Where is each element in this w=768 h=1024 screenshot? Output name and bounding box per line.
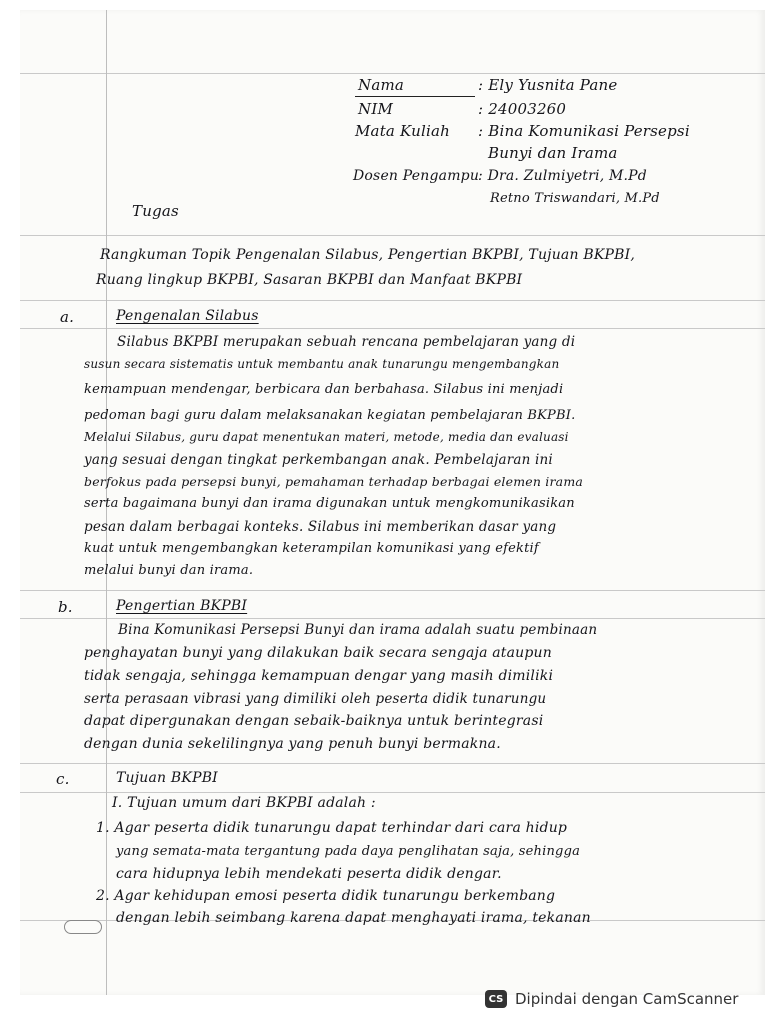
ruled-line <box>20 763 765 764</box>
camscanner-text: Dipindai dengan CamScanner <box>515 990 739 1008</box>
ruled-line <box>20 73 765 74</box>
section-c-line: dengan lebih seimbang karena dapat menghayati irama, tekanan <box>116 910 591 926</box>
section-a-line: serta bagaimana bunyi dan irama digunakan untuk mengkomunikasikan <box>84 496 575 511</box>
dosen-label: Dosen Pengampu <box>353 168 480 184</box>
section-b-title: Pengertian BKPBI <box>116 598 248 614</box>
tugas-label: Tugas <box>132 202 179 220</box>
section-a-line: Melalui Silabus, guru dapat menentukan materi, metode, media dan evaluasi <box>84 430 569 444</box>
section-c-subtitle: I. Tujuan umum dari BKPBI adalah : <box>112 795 376 811</box>
section-a-line: susun secara sistematis untuk membantu anak tunarungu mengembangkan <box>84 357 560 371</box>
camscanner-logo-icon: CS <box>485 990 507 1008</box>
section-a-line: melalui bunyi dan irama. <box>84 563 254 578</box>
section-c-line: 1. Agar peserta didik tunarungu dapat terhindar dari cara hidup <box>96 820 568 836</box>
camscanner-badge <box>485 985 745 1013</box>
section-a-line: pesan dalam berbagai konteks. Silabus ini memberikan dasar yang <box>84 519 557 535</box>
nama-label: Nama <box>358 76 405 94</box>
section-a-title: Pengenalan Silabus <box>116 308 259 324</box>
section-c-line: cara hidupnya lebih mendekati peserta didik dengar. <box>116 866 502 882</box>
section-b-line: serta perasaan vibrasi yang dimiliki oleh peserta didik tunarungu <box>84 691 547 707</box>
section-a-line: Silabus BKPBI merupakan sebuah rencana pembelajaran yang di <box>117 334 576 350</box>
ruled-line <box>20 235 765 236</box>
section-c-title: Tujuan BKPBI <box>116 770 218 786</box>
section-b-line: tidak sengaja, sehingga kemampuan dengar yang masih dimiliki <box>84 668 554 684</box>
nim-label: NIM <box>358 100 394 118</box>
section-a-line: kuat untuk mengembangkan keterampilan komunikasi yang efektif <box>84 541 539 556</box>
dosen-value-1: : Dra. Zulmiyetri, M.Pd <box>478 168 647 184</box>
ruled-line <box>20 590 765 591</box>
nim-value: : 24003260 <box>478 100 567 118</box>
section-c-line: 2. Agar kehidupan emosi peserta didik tunarungu berkembang <box>96 888 556 904</box>
section-b-marker: b. <box>58 598 73 616</box>
section-c-marker: c. <box>56 770 70 788</box>
page-stamp-oval <box>64 920 102 934</box>
topic-line-2: Ruang lingkup BKPBI, Sasaran BKPBI dan Manfaat BKPBI <box>96 272 523 288</box>
section-a-line: pedoman bagi guru dalam melaksanakan kegiatan pembelajaran BKPBI. <box>84 408 576 423</box>
ruled-line <box>20 300 765 301</box>
nama-value: : Ely Yusnita Pane <box>478 76 618 94</box>
section-b-line: dengan dunia sekelilingnya yang penuh bunyi bermakna. <box>84 736 501 752</box>
dosen-value-2: Retno Triswandari, M.Pd <box>490 191 660 206</box>
ruled-line <box>20 792 765 793</box>
header-underline <box>355 96 475 97</box>
section-b-line: Bina Komunikasi Persepsi Bunyi dan irama adalah suatu pembinaan <box>118 622 598 638</box>
section-a-line: kemampuan mendengar, berbicara dan berbahasa. Silabus ini menjadi <box>84 382 564 397</box>
mata-kuliah-value-2: Bunyi dan Irama <box>488 144 618 162</box>
mata-kuliah-label: Mata Kuliah <box>355 122 450 140</box>
section-a-line: berfokus pada persepsi bunyi, pemahaman terhadap berbagai elemen irama <box>84 474 584 489</box>
section-b-line: dapat dipergunakan dengan sebaik-baiknya untuk berintegrasi <box>84 713 544 729</box>
notebook-page <box>20 10 765 995</box>
section-b-line: penghayatan bunyi yang dilakukan baik secara sengaja ataupun <box>84 645 552 661</box>
section-a-line: yang sesuai dengan tingkat perkembangan anak. Pembelajaran ini <box>84 452 553 468</box>
section-a-marker: a. <box>60 308 75 326</box>
ruled-line <box>20 618 765 619</box>
section-c-line: yang semata-mata tergantung pada daya penglihatan saja, sehingga <box>116 844 581 859</box>
topic-line-1: Rangkuman Topik Pengenalan Silabus, Pengertian BKPBI, Tujuan BKPBI, <box>100 247 635 263</box>
ruled-line <box>20 328 765 329</box>
mata-kuliah-value-1: : Bina Komunikasi Persepsi <box>478 122 690 140</box>
